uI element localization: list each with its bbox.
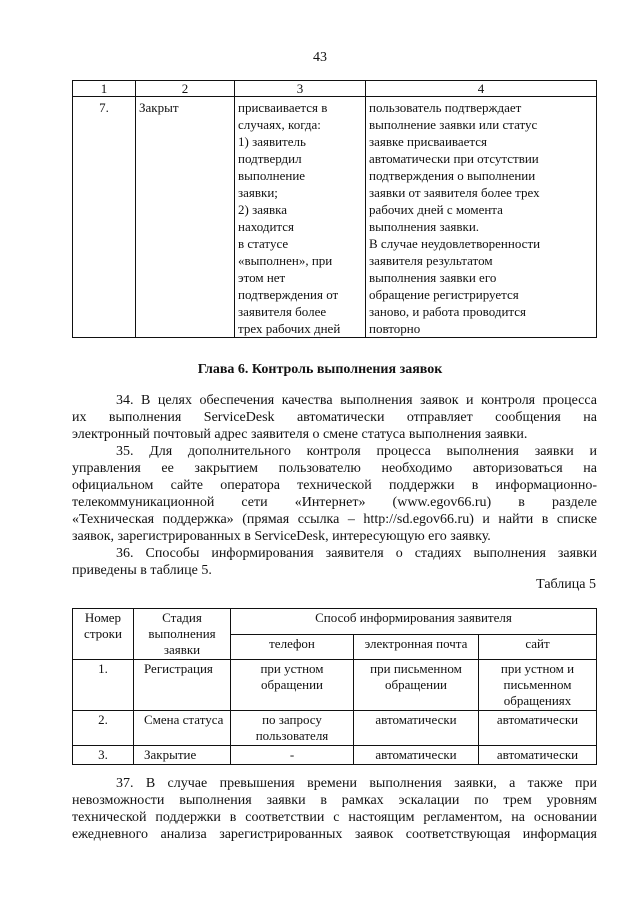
text-line: этом нет xyxy=(238,270,286,285)
text-line: В случае неудовлетворенности xyxy=(369,236,541,251)
text-line: пользователь подтверждает xyxy=(369,100,522,115)
site-method: при устном и письменном обращениях xyxy=(479,660,597,711)
phone-method: при устном обращении xyxy=(231,660,354,711)
header-row-number: Номер строки xyxy=(73,609,134,660)
table-row xyxy=(73,97,597,338)
text-line: трех рабочих дней xyxy=(238,321,341,336)
status-name: Закрыт xyxy=(136,97,235,338)
text-line: обращение регистрируется xyxy=(369,287,519,302)
text-line: 1) заявитель xyxy=(238,134,306,149)
header-stage: Стадия выполнения заявки xyxy=(134,609,231,660)
stage-name: Регистрация xyxy=(134,660,231,711)
table-caption: Таблица 5 xyxy=(536,577,596,592)
header-col-1: 1 xyxy=(73,81,136,97)
paragraph-36 xyxy=(72,545,597,579)
email-method: автоматически xyxy=(354,711,479,746)
text-line: технической поддержки в соответствии с настоящим регламентом, на основании xyxy=(72,810,597,825)
table-header-row xyxy=(73,609,597,635)
table-row xyxy=(73,711,597,746)
text-line: управления ее закрытием пользователю необходимо авторизоваться на xyxy=(72,461,597,476)
text-line: 37. В случае превышения времени выполнения заявки, а также при xyxy=(116,776,597,791)
header-col-3: 3 xyxy=(235,81,366,97)
text-line: выполнение заявки или статус xyxy=(369,117,538,132)
site-method: автоматически xyxy=(479,746,597,765)
row-number: 2. xyxy=(73,711,134,746)
stage-name: Смена статуса xyxy=(134,711,231,746)
header-email: электронная почта xyxy=(354,634,479,660)
page-number: 43 xyxy=(313,50,327,65)
text-line: повторно xyxy=(369,321,421,336)
row-number: 7. xyxy=(73,97,136,338)
header-phone: телефон xyxy=(231,634,354,660)
text-line: «выполнен», при xyxy=(238,253,333,268)
row-number: 3. xyxy=(73,746,134,765)
text-line: выполнение xyxy=(238,168,306,183)
text-line: заявке присваивается xyxy=(369,134,488,149)
text-line: телекоммуникационной сети «Интернет» (www.egov66.ru) в разделе xyxy=(72,495,597,510)
text-line: заявителя результатом xyxy=(369,253,493,268)
text-line: выполнения заявки. xyxy=(369,219,480,234)
text-line: заявки; xyxy=(238,185,278,200)
header-site: сайт xyxy=(479,634,597,660)
paragraph-37 xyxy=(72,775,597,843)
table-row xyxy=(73,746,597,765)
header-col-4: 4 xyxy=(366,81,597,97)
text-line: в статусе xyxy=(238,236,289,251)
chapter-heading: Глава 6. Контроль выполнения заявок xyxy=(197,362,443,377)
row-number: 1. xyxy=(73,660,134,711)
assignment-conditions xyxy=(235,97,366,338)
table-row xyxy=(73,660,597,711)
text-line: присваивается в xyxy=(238,100,328,115)
email-method: при письменном обращении xyxy=(354,660,479,711)
text-line: заново, и работа проводится xyxy=(369,304,526,319)
text-line: подтверждения от xyxy=(238,287,339,302)
phone-method: по запросу пользователя xyxy=(231,711,354,746)
text-line: подтверждения о выполнении xyxy=(369,168,536,183)
text-line: невозможности выполнения заявки в рамках эскалации по трем уровням xyxy=(72,793,597,808)
phone-method: - xyxy=(231,746,354,765)
text-line: заявок, зарегистрированных в ServiceDesk, интересующую его заявку. xyxy=(72,529,491,544)
site-method: автоматически xyxy=(479,711,597,746)
text-line: 36. Способы информирования заявителя о стадиях выполнения заявки xyxy=(116,546,597,561)
text-line: приведены в таблице 5. xyxy=(72,563,212,578)
notification-methods-table xyxy=(72,608,597,765)
text-line: «Техническая поддержка» (прямая ссылка – http://sd.egov66.ru) и найти в списке xyxy=(72,512,597,527)
text-line: автоматически при отсутствии xyxy=(369,151,539,166)
text-line: выполнения заявки его xyxy=(369,270,497,285)
status-description xyxy=(366,97,597,338)
text-line: официальном сайте оператора технической поддержки в информационно- xyxy=(72,478,597,493)
text-line: 35. Для дополнительного контроля процесса выполнения заявки и xyxy=(116,444,597,459)
header-method: Способ информирования заявителя xyxy=(231,609,597,635)
table-header-row xyxy=(73,81,597,97)
text-line: 34. В целях обеспечения качества выполнения заявок и контроля процесса xyxy=(116,393,597,408)
text-line: заявителя более xyxy=(238,304,327,319)
text-line: заявки от заявителя более трех xyxy=(369,185,540,200)
paragraph-34 xyxy=(72,392,597,443)
text-line: находится xyxy=(238,219,295,234)
stage-name: Закрытие xyxy=(134,746,231,765)
status-table-continuation xyxy=(72,80,597,338)
text-line: рабочих дней с момента xyxy=(369,202,503,217)
email-method: автоматически xyxy=(354,746,479,765)
header-col-2: 2 xyxy=(136,81,235,97)
text-line: электронный почтовый адрес заявителя о смене статуса выполнения заявки. xyxy=(72,427,528,442)
text-line: ежедневного анализа зарегистрированных заявок соответствующая информация xyxy=(72,827,597,842)
text-line: подтвердил xyxy=(238,151,302,166)
text-line: их выполнения ServiceDesk автоматически отправляет сообщения на xyxy=(72,410,597,425)
text-line: 2) заявка xyxy=(238,202,287,217)
text-line: случаях, когда: xyxy=(238,117,321,132)
paragraph-35 xyxy=(72,443,597,545)
